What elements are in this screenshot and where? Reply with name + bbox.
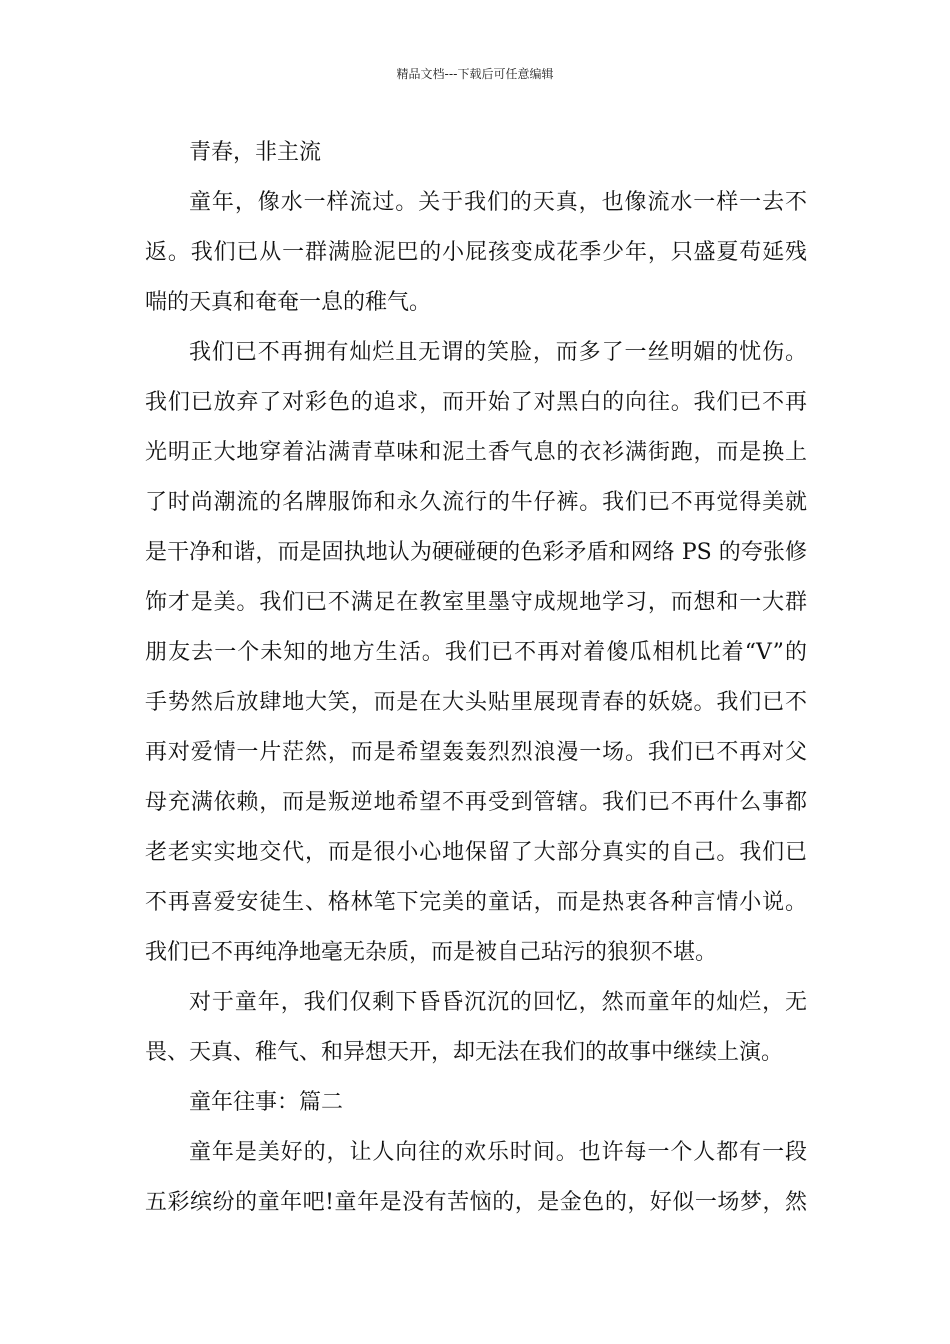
- text-line: 畏、天真、稚气、和异想天开，却无法在我们的故事中继续上演。: [145, 1040, 784, 1065]
- text-line: 返。我们已从一群满脸泥巴的小屁孩变成花季少年，只盛夏苟延残: [145, 240, 807, 265]
- text-line: 是干净和谐，而是固执地认为硬碰硬的色彩矛盾和网络 PS 的夸张修: [145, 540, 807, 565]
- text-line: 光明正大地穿着沾满青草味和泥土香气息的衣衫满街跑，而是换上: [145, 440, 807, 465]
- text-line: 母充满依赖，而是叛逆地希望不再受到管辖。我们已不再什么事都: [145, 790, 807, 815]
- text-line: 不再喜爱安徒生、格林笔下完美的童话，而是热衷各种言情小说。: [145, 890, 807, 915]
- text-line: 五彩缤纷的童年吧!童年是没有苦恼的，是金色的，好似一场梦，然: [145, 1190, 807, 1215]
- text-line: 我们已不再拥有灿烂且无谓的笑脸，而多了一丝明媚的忧伤。: [189, 340, 807, 365]
- text-line: 手势然后放肆地大笑，而是在大头贴里展现青春的妖娆。我们已不: [145, 690, 807, 715]
- text-line: 喘的天真和奄奄一息的稚气。: [145, 290, 432, 315]
- text-line: 童年，像水一样流过。关于我们的天真，也像流水一样一去不: [189, 190, 807, 215]
- document-body: [145, 128, 807, 1228]
- text-line: 再对爱情一片茫然，而是希望轰轰烈烈浪漫一场。我们已不再对父: [145, 740, 807, 765]
- page-header: 精品文档---下载后可任意编辑: [396, 67, 554, 81]
- section-title: 童年往事：篇二: [189, 1090, 344, 1115]
- text-line: 对于童年，我们仅剩下昏昏沉沉的回忆，然而童年的灿烂，无: [189, 990, 807, 1015]
- text-line: 老老实实地交代，而是很小心地保留了大部分真实的自己。我们已: [145, 840, 807, 865]
- text-line: 童年是美好的，让人向往的欢乐时间。也许每一个人都有一段: [189, 1140, 807, 1165]
- section-title: 青春，非主流: [189, 140, 322, 165]
- text-line: 朋友去一个未知的地方生活。我们已不再对着傻瓜相机比着“V”的: [145, 640, 807, 665]
- text-line: 了时尚潮流的名牌服饰和永久流行的牛仔裤。我们已不再觉得美就: [145, 490, 807, 515]
- text-line: 饰才是美。我们已不满足在教室里墨守成规地学习，而想和一大群: [145, 590, 807, 615]
- text-line: 我们已不再纯净地毫无杂质，而是被自己玷污的狼狈不堪。: [145, 940, 718, 965]
- text-line: 我们已放弃了对彩色的追求，而开始了对黑白的向往。我们已不再: [145, 390, 807, 415]
